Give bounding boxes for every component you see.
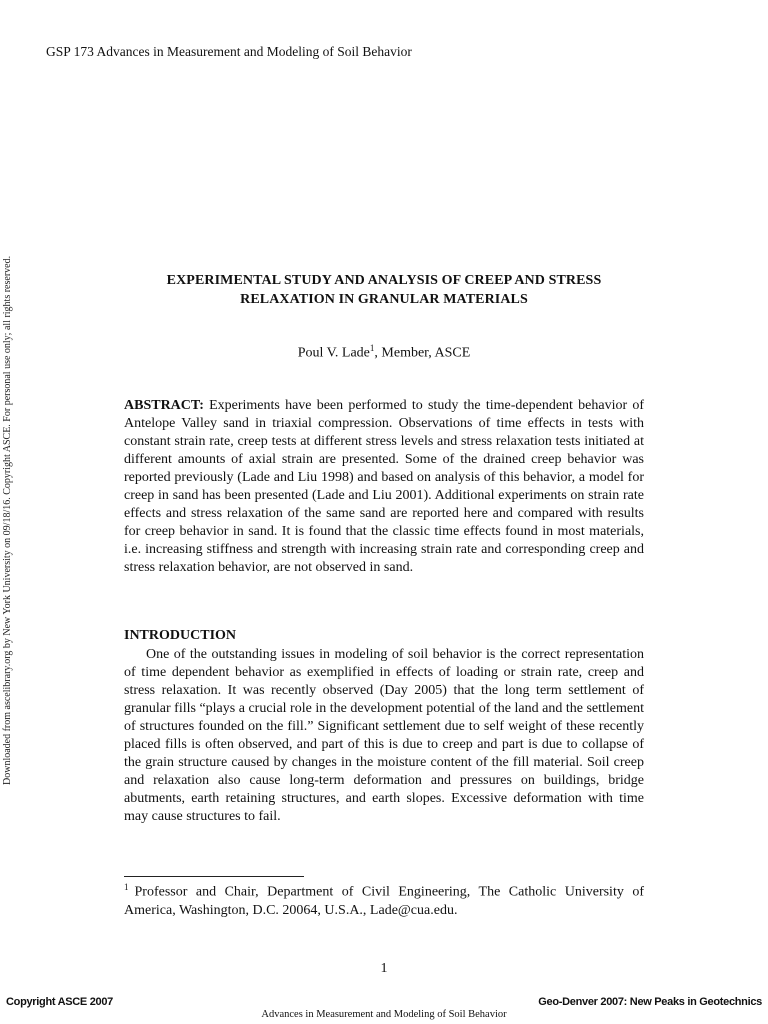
author-line (124, 343, 644, 362)
author-footnote-marker: 1 (369, 343, 375, 353)
title-line-2: RELAXATION IN GRANULAR MATERIALS (240, 292, 528, 307)
introduction-text: One of the outstanding issues in modeling of soil behavior is the correct representation of time dependent behavior as exemplified in effects of loading or strain rate, creep and stress relaxation. It was recently observed (Day 2005) that the long term settlement of granular fills “plays a crucial role in the development potential of the land and the settlement of structures founded on the fill.” Significant settlement due to self weight of these recently placed fills is often observed, and part of this is due to creep and part is due to collapse of the grain structure caused by changes in the moisture content of the fill material. Soil creep and relaxation also cause long-term deformation and pressures on buildings, bridge abutments, earth retaining structures, and earth slopes. Excessive deformation with time may cause structures to fail. (124, 647, 644, 824)
author-name: Poul V. Lade (297, 345, 370, 361)
running-head: GSP 173 Advances in Measurement and Modeling of Soil Behavior (46, 44, 412, 59)
abstract (124, 397, 644, 577)
footnote-text: Professor and Chair, Department of Civil Engineering, The Catholic University of America, Washington, D.C. 20064, U.S.A., Lade@cua.edu. (124, 884, 644, 918)
page-number: 1 (380, 961, 388, 976)
footnote-divider (124, 876, 304, 877)
footnote (124, 878, 644, 920)
footnote-marker: 1 (124, 882, 129, 892)
download-notice: Downloaded from ascelibrary.org by New York University on 09/18/16. Copyright ASCE. For personal use only; all rights reserved. (2, 255, 13, 785)
footer-copyright: Copyright ASCE 2007 (6, 996, 113, 1008)
abstract-text: Experiments have been performed to study the time-dependent behavior of Antelope Valley sand in triaxial compression. Observations of time effects in tests with constant strain rate, creep tests at different stress levels and stress relaxation tests initiated at different amounts of axial strain are presented. Some of the drained creep behavior was reported previously (Lade and Liu 1998) and based on analysis of this behavior, a model for creep in sand has been presented (Lade and Liu 2001). Additional experiments on strain rate effects and stress relaxation of the same sand are reported here and compared with results for creep behavior in sand. It is found that the classic time effects found in most materials, i.e. increasing stiffness and strength with increasing strain rate and corresponding creep and stress relaxation behavior, are not observed in sand. (124, 398, 644, 575)
paper-title (124, 271, 644, 309)
title-line-1: EXPERIMENTAL STUDY AND ANALYSIS OF CREEP AND STRESS (166, 273, 602, 288)
footer-publication: Advances in Measurement and Modeling of Soil Behavior (261, 1009, 507, 1020)
abstract-label: ABSTRACT: (124, 398, 204, 413)
footer-conference: Geo-Denver 2007: New Peaks in Geotechnics (538, 996, 762, 1008)
author-affiliation: , Member, ASCE (374, 345, 471, 361)
introduction-heading: INTRODUCTION (124, 628, 237, 643)
